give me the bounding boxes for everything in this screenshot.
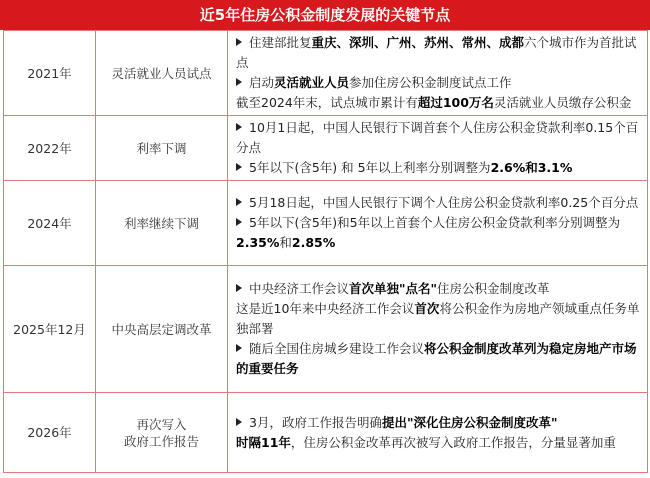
triangle-bullet-icon (236, 418, 242, 426)
text: 六个城市作为首批试点 (236, 35, 637, 70)
text: 启动 (249, 75, 275, 90)
text: 5年以下(含5年)和5年以上首套个人住房公积金贷款利率分别调整为 (249, 215, 621, 230)
bold-text: 首次 (414, 301, 440, 316)
bold-text: 重庆、深圳、广州、苏州、常州、成都 (311, 35, 525, 50)
event-label: 中央高层定调改革 (111, 321, 212, 337)
triangle-bullet-icon (236, 284, 242, 292)
detail-cell (228, 393, 648, 473)
triangle-bullet-icon (236, 344, 242, 352)
table-row (4, 393, 648, 473)
detail-line (236, 279, 641, 299)
detail-line (236, 339, 641, 379)
detail-line (236, 213, 641, 253)
text: 截至2024年末，试点城市累计有 (236, 95, 418, 110)
text: 5年以下(含5年) 和 5年以上利率分别调整为 (249, 160, 491, 175)
page-title: 近5年住房公积金制度发展的关键节点 (0, 0, 650, 30)
bold-text: 首次单独"点名" (349, 281, 438, 296)
detail-line (236, 413, 641, 433)
year-cell: 2022年 (4, 116, 96, 181)
text: 中央经济工作会议 (249, 281, 350, 296)
event-cell (96, 393, 228, 473)
triangle-bullet-icon (236, 163, 242, 171)
table-row (4, 266, 648, 393)
bold-text: 时隔11年 (236, 434, 291, 450)
event-label: 再次写入 (136, 416, 187, 432)
event-label: 灵活就业人员试点 (111, 65, 212, 81)
year-cell: 2026年 (4, 393, 96, 473)
text: 和 (279, 235, 292, 250)
year-cell: 2025年12月 (4, 266, 96, 393)
triangle-bullet-icon (236, 198, 242, 206)
year-cell: 2024年 (4, 181, 96, 266)
event-cell (96, 31, 228, 116)
bold-text: 灵活就业人员 (274, 75, 350, 90)
table-row (4, 31, 648, 116)
text: 5月18日起，中国人民银行下调个人住房公积金贷款利率0.25个百分点 (249, 195, 639, 210)
detail-cell (228, 266, 648, 393)
table-row (4, 116, 648, 181)
year-cell: 2021年 (4, 31, 96, 116)
event-label: 利率下调 (136, 140, 187, 156)
bold-text: 2.85% (291, 235, 336, 250)
event-cell (96, 266, 228, 393)
detail-line (236, 93, 641, 113)
triangle-bullet-icon (236, 218, 242, 226)
bold-text: 超过100万名 (417, 95, 494, 110)
event-label: 利率继续下调 (123, 215, 199, 231)
triangle-bullet-icon (236, 38, 242, 46)
detail-line (236, 299, 641, 339)
detail-cell (228, 31, 648, 116)
text: 将公积金作为房地产领域重点任务单独部署 (236, 301, 640, 336)
detail-cell (228, 181, 648, 266)
detail-line (236, 118, 641, 158)
text: 灵活就业人员缴存公积金 (493, 95, 632, 110)
text: 3月，政府工作报告明确 (249, 414, 382, 430)
text: 住建部批复 (249, 35, 312, 50)
event-label: 政府工作报告 (123, 433, 199, 449)
text: 这是近10年来中央经济工作会议 (236, 301, 415, 316)
bold-text: 2.35% (236, 235, 280, 250)
detail-line (236, 73, 641, 93)
triangle-bullet-icon (236, 78, 242, 86)
text: 随后全国住房城乡建设工作会议 (249, 341, 425, 356)
text: ，住房公积金改革再次被写入政府工作报告，分量显著加重 (290, 434, 616, 450)
detail-line (236, 33, 641, 73)
bold-text: 2.6%和3.1% (490, 160, 573, 175)
event-cell (96, 181, 228, 266)
detail-line (236, 433, 641, 453)
text: 10月1日起，中国人民银行下调首套个人住房公积金贷款利率0.15个百分点 (236, 120, 639, 155)
event-cell (96, 116, 228, 181)
bold-text: 将公积金制度改革列为稳定房地产市场的重要任务 (236, 341, 637, 376)
bold-text: 提出"深化住房公积金制度改革" (381, 414, 558, 430)
detail-line (236, 193, 641, 213)
text: 住房公积金制度改革 (437, 281, 550, 296)
table-row (4, 181, 648, 266)
milestones-table (3, 30, 648, 473)
triangle-bullet-icon (236, 123, 242, 131)
detail-line (236, 158, 641, 178)
detail-cell (228, 116, 648, 181)
text: 参加住房公积金制度试点工作 (349, 75, 512, 90)
